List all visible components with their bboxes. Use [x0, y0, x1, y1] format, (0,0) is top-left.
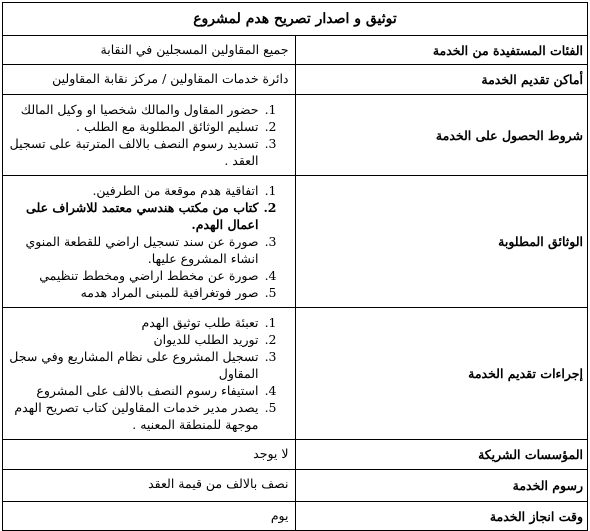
value-duration: يوم: [3, 502, 296, 531]
documents-list: [3, 176, 289, 307]
label-documents: الوثائق المطلوبة: [295, 176, 588, 308]
row-procedures: [3, 308, 588, 440]
procedures-list: [3, 308, 289, 439]
row-fees: [3, 470, 588, 502]
label-locations: أماكن تقديم الخدمة: [295, 65, 588, 95]
row-documents: [3, 176, 588, 308]
conditions-list: [3, 95, 289, 175]
value-documents: [3, 176, 296, 308]
list-item: 2. تسليم الوثائق المطلوبة مع الطلب .: [76, 119, 277, 134]
list-item: 1. حضور المقاول والمالك شخصيا او وكيل المالك: [20, 102, 277, 117]
value-beneficiaries: جميع المقاولين المسجلين في النقابة: [3, 36, 296, 65]
list-item: 5. يصدر مدير خدمات المقاولين كتاب تصريح الهدم موجهة للمنطقة المعنيه .: [14, 400, 277, 432]
row-beneficiaries: [3, 36, 588, 65]
value-fees: نصف بالالف من قيمة العقد: [3, 470, 296, 502]
label-conditions: شروط الحصول على الخدمة: [295, 95, 588, 176]
list-item: 3. تسجيل المشروع على نظام المشاريع وفي سجل المقاول: [9, 349, 277, 381]
service-title: توثيق و اصدار تصريح هدم لمشروع: [3, 3, 588, 36]
value-procedures: [3, 308, 296, 440]
label-partners: المؤسسات الشريكة: [295, 440, 588, 470]
list-item: 2. توريد الطلب للديوان: [153, 332, 277, 347]
label-procedures: إجراءات تقديم الخدمة: [295, 308, 588, 440]
label-fees: رسوم الخدمة: [295, 470, 588, 502]
row-locations: [3, 65, 588, 95]
value-partners: لا يوجد: [3, 440, 296, 470]
row-partners: [3, 440, 588, 470]
list-item: 3. تسديد رسوم النصف بالالف المترتبة على تسجيل العقد .: [9, 136, 277, 168]
label-duration: وقت انجاز الخدمة: [295, 502, 588, 531]
list-item: 4. صورة عن مخطط اراضي ومخطط تنظيمي: [39, 268, 277, 283]
title-row: [3, 3, 588, 36]
list-item: 2. كتاب من مكتب هندسي معتمد للاشراف على اعمال الهدم.: [26, 200, 277, 232]
label-beneficiaries: الفئات المستفيدة من الخدمة: [295, 36, 588, 65]
list-item: 4. استيفاء رسوم النصف بالالف على المشروع: [36, 383, 277, 398]
value-conditions: [3, 95, 296, 176]
list-item: 3. صورة عن سند تسجيل اراضي للقطعة المنوي انشاء المشروع عليها.: [25, 234, 277, 266]
list-item: 1. تعبئة طلب توثيق الهدم: [141, 315, 277, 330]
list-item: 5. صور فوتغرافية للمبنى المراد هدمه: [80, 285, 277, 300]
row-conditions: [3, 95, 588, 176]
list-item: 1. اتفاقية هدم موقعة من الطرفين.: [92, 183, 277, 198]
value-locations: دائرة خدمات المقاولين / مركز نقابة المقاولين: [3, 65, 296, 95]
service-table: [2, 2, 588, 531]
row-duration: [3, 502, 588, 531]
